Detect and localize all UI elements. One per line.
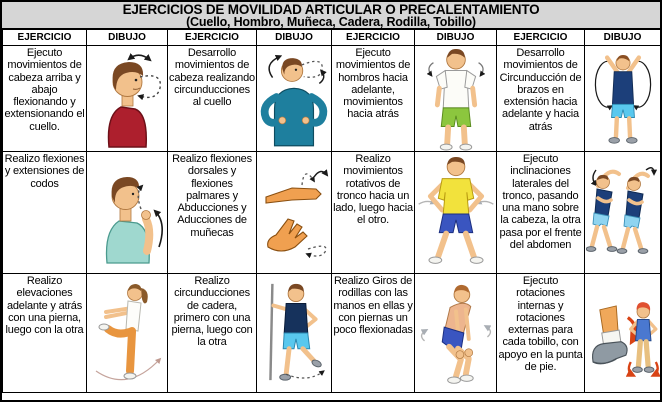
col-header-ejercicio-2: EJERCICIO (168, 30, 257, 46)
exercise-text-neck-circumduction: Desarrollo movimientos de cabeza realizando circunducciones al cuello (168, 46, 257, 152)
drawing-arm-circumduction (585, 46, 661, 152)
exercise-text-shoulder-movements: Ejecuto movimientos de hombros hacia adelante, movimientos hacia atrás (332, 46, 415, 152)
drawing-knee-circles (415, 274, 497, 393)
drawing-leg-elevations (87, 274, 168, 393)
exercise-text-elbow-flexion: Realizo flexiones y extensiones de codos (3, 152, 87, 274)
table-row (3, 152, 661, 274)
col-header-dibujo-4: DIBUJO (585, 30, 661, 46)
col-header-dibujo-1: DIBUJO (87, 30, 168, 46)
drawing-shoulder-movements (415, 46, 497, 152)
exercise-text-hip-circumduction: Realizo circunducciones de cadera, primero con una pierna, luego con la otra (168, 274, 257, 393)
col-header-ejercicio-4: EJERCICIO (497, 30, 585, 46)
drawing-neck-flexion (87, 46, 168, 152)
col-header-dibujo-3: DIBUJO (415, 30, 497, 46)
col-header-ejercicio-3: EJERCICIO (332, 30, 415, 46)
drawing-lateral-inclination (585, 152, 661, 274)
drawing-hip-circumduction (257, 274, 332, 393)
table-row (3, 274, 661, 393)
exercise-text-ankle-rotations: Ejecuto rotaciones internas y rotaciones externas para cada tobillo, con apoyo en la punta de pie. (497, 274, 585, 393)
drawing-trunk-rotation (415, 152, 497, 274)
table-row (3, 46, 661, 152)
drawing-ankle-rotations (585, 274, 661, 393)
exercise-text-leg-elevations: Realizo elevaciones adelante y atrás con una pierna, luego con la otra (3, 274, 87, 393)
drawing-neck-circumduction (257, 46, 332, 152)
exercise-text-knee-circles: Realizo Giros de rodillas con las manos en ellas y con piernas un poco flexionadas (332, 274, 415, 393)
exercise-text-arm-circumduction: Desarrollo movimientos de Circunducción de brazos en extensión hacia adelante y hacia atrás (497, 46, 585, 152)
col-header-dibujo-2: DIBUJO (257, 30, 332, 46)
page-title: EJERCICIOS DE MOVILIDAD ARTICULAR O PRECALENTAMIENTO (122, 2, 540, 17)
table-header-row (3, 30, 661, 46)
drawing-elbow-flexion (87, 152, 168, 274)
exercise-table (2, 29, 661, 393)
exercise-text-wrist-movements: Realizo flexiones dorsales y flexiones palmares y Abducciones y Aducciones de muñecas (168, 152, 257, 274)
worksheet-title-block (2, 2, 660, 29)
exercise-text-lateral-inclination: Ejecuto inclinaciones laterales del tronco, pasando una mano sobre la cabeza, la otra pasa por el frente del abdomen (497, 152, 585, 274)
exercise-text-neck-flexion: Ejecuto movimientos de cabeza arriba y abajo flexionando y extensionando el cuello. (3, 46, 87, 152)
exercise-text-trunk-rotation: Realizo movimientos rotativos de tronco hacia un lado, luego hacia el otro. (332, 152, 415, 274)
page-subtitle: (Cuello, Hombro, Muñeca, Cadera, Rodilla, Tobillo) (186, 15, 476, 29)
col-header-ejercicio-1: EJERCICIO (3, 30, 87, 46)
drawing-wrist-movements (257, 152, 332, 274)
